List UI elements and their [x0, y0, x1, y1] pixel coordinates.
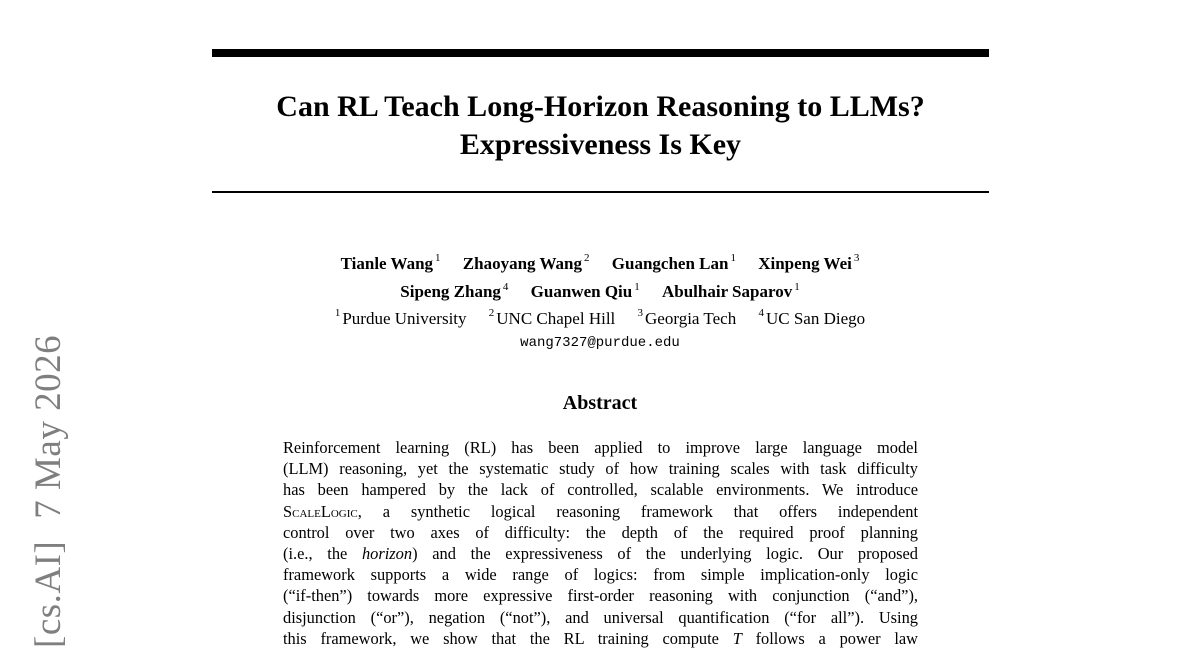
math-variable: T [732, 628, 742, 648]
affiliation: $^1$ Purdue University [334, 307, 467, 328]
affiliation: $^3$ Georgia Tech [637, 307, 737, 328]
abstract-line: has been hampered by the lack of controlled, scalable environments. We introduce [283, 480, 918, 500]
author-name: Zhaoyang Wang $^2$ [462, 252, 590, 273]
author-name: Xinpeng Wei $^3$ [758, 252, 860, 273]
title-line-2: Expressiveness Is Key [459, 128, 742, 161]
framework-name: ScaleLogic [283, 501, 358, 521]
author-affil-mark: 1 [634, 280, 640, 293]
author-name: Sipeng Zhang $^4$ [400, 280, 509, 302]
author-affil-mark: 1 [435, 252, 441, 264]
author-line-2 [200, 276, 1000, 305]
abstract-line: (i.e., the horizon) and the expressiveness of the underlying logic. Our proposed [283, 543, 918, 563]
abstract-line: framework supports a wide range of logics: from simple implication-only logic [283, 565, 918, 585]
abstract-line: this framework, we show that the RL training compute T follows a power law [283, 628, 918, 648]
author-name: Abulhair Saparov $^1$ [661, 280, 800, 302]
author-name: Guangchen Lan $^1$ [611, 252, 736, 273]
author-line-1 [200, 247, 1000, 276]
author-affil-mark: 3 [853, 252, 860, 264]
abstract-line: (“if-then”) towards more expressive first-order reasoning with conjunction (“and”), [283, 586, 918, 606]
emphasis: horizon [361, 543, 413, 563]
affiliation-list [200, 302, 1000, 331]
author-name: Tianle Wang $^1$ [340, 252, 441, 273]
abstract-body [283, 437, 918, 649]
affiliation: $^4$ UC San Diego [758, 307, 866, 328]
paper-title [212, 88, 989, 164]
abstract-heading: Abstract [562, 392, 638, 414]
author-affil-mark: 1 [794, 280, 800, 293]
title-line-1: Can RL Teach Long-Horizon Reasoning to LLMs? [276, 90, 925, 123]
arxiv-category: [cs.AI] [28, 540, 69, 648]
affiliation: $^2$ UNC Chapel Hill [488, 307, 616, 328]
arxiv-margin-stamp [30, 335, 67, 648]
title-top-rule [212, 49, 989, 57]
arxiv-date: 7 May 2026 [28, 334, 69, 519]
abstract-line: control over two axes of difficulty: the depth of the required proof planning [283, 522, 918, 542]
title-bottom-rule [212, 191, 989, 193]
author-name: Guanwen Qiu $^1$ [530, 280, 640, 302]
author-affil-mark: 4 [502, 280, 509, 293]
author-list [200, 247, 1000, 304]
contact-email[interactable]: wang7327@purdue.edu [520, 335, 680, 351]
abstract-line: (LLM) reasoning, yet the systematic study of how training scales with task difficulty [283, 459, 918, 479]
abstract-line: Reinforcement learning (RL) has been applied to improve large language model [283, 438, 918, 457]
author-affil-mark: 1 [730, 252, 736, 264]
author-affil-mark: 2 [584, 252, 590, 264]
abstract-line: disjunction (“or”), negation (“not”), and universal quantification (“for all”). Using [283, 607, 918, 627]
abstract-line: ScaleLogic, a synthetic logical reasoning framework that offers independent [283, 501, 918, 521]
